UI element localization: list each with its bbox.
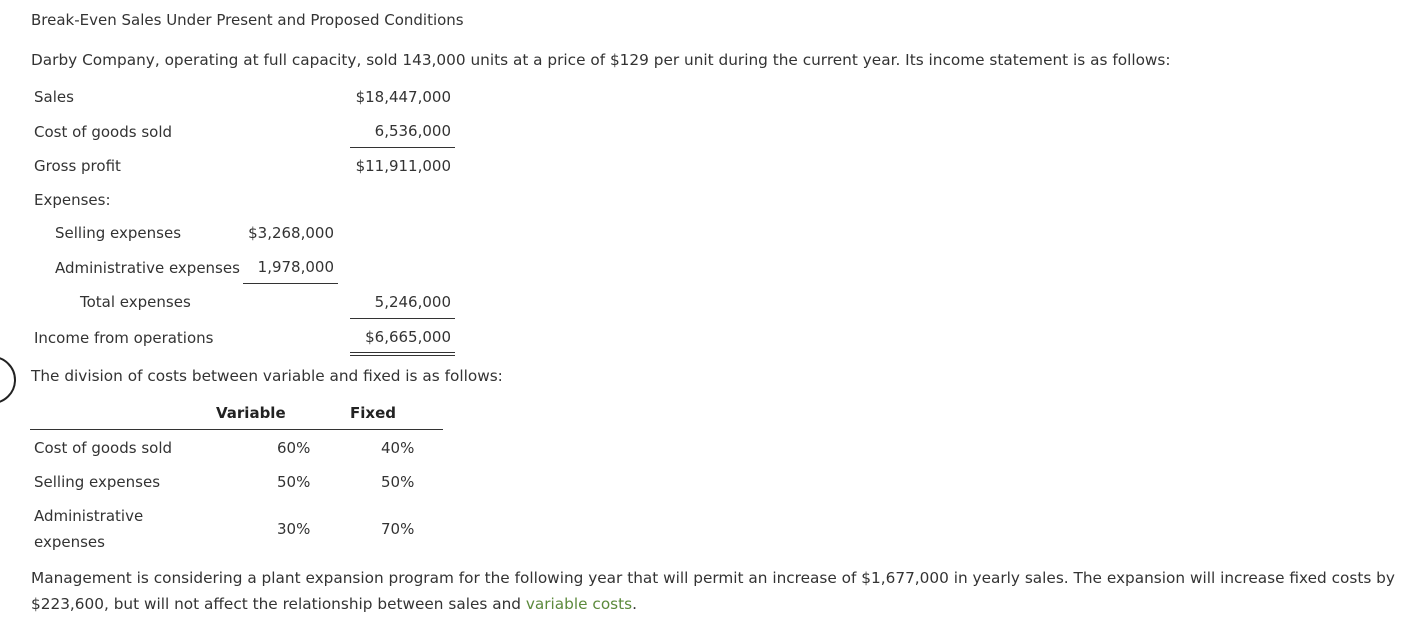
sales-value: $18,447,000 xyxy=(355,88,451,106)
row-admin-variable: 30% xyxy=(277,520,311,538)
row-cogs-label: Cost of goods sold xyxy=(34,439,173,457)
income-from-operations-value: $6,665,000 xyxy=(365,328,451,346)
row-selling-label: Selling expenses xyxy=(34,473,161,491)
closing-line-1: Management is considering a plant expansion program for the following year that will permit an increase of $1,677,000 in yearly sales. The expansion will increase fixed costs by xyxy=(31,569,1395,587)
row-admin-fixed: 70% xyxy=(381,520,415,538)
header-variable: Variable xyxy=(216,404,286,422)
gross-profit-label: Gross profit xyxy=(34,157,121,175)
selling-expenses-label: Selling expenses xyxy=(55,224,182,242)
cogs-value: 6,536,000 xyxy=(374,122,451,140)
row-admin-label-line2: expenses xyxy=(34,533,105,551)
total-expenses-label: Total expenses xyxy=(80,293,191,311)
cogs-underline xyxy=(350,147,455,148)
closing-line-2-prefix: $223,600, but will not affect the relationship between sales and xyxy=(31,595,526,613)
row-cogs-fixed: 40% xyxy=(381,439,415,457)
admin-expenses-value: 1,978,000 xyxy=(257,258,334,276)
gross-profit-value: $11,911,000 xyxy=(355,157,451,175)
row-cogs-variable: 60% xyxy=(277,439,311,457)
income-from-operations-label: Income from operations xyxy=(34,329,214,347)
selling-expenses-value: $3,268,000 xyxy=(248,224,334,242)
header-underline xyxy=(30,429,443,430)
division-intro: The division of costs between variable and fixed is as follows: xyxy=(31,367,503,385)
total-underline xyxy=(350,318,455,319)
intro-paragraph: Darby Company, operating at full capacity, sold 143,000 units at a price of $129 per unit during the current year. Its income statement is as follows: xyxy=(31,51,1171,69)
closing-line-2-suffix: . xyxy=(632,595,637,613)
row-selling-variable: 50% xyxy=(277,473,311,491)
variable-costs-link[interactable]: variable costs xyxy=(525,595,633,613)
cogs-label: Cost of goods sold xyxy=(34,123,173,141)
expenses-label: Expenses: xyxy=(34,191,111,209)
header-fixed: Fixed xyxy=(350,404,396,422)
page-title: Break-Even Sales Under Present and Proposed Conditions xyxy=(31,11,464,29)
side-circle-marker xyxy=(0,356,16,404)
sales-label: Sales xyxy=(34,88,74,106)
closing-line-2 xyxy=(31,595,637,613)
admin-expenses-label: Administrative expenses xyxy=(55,259,240,277)
admin-underline xyxy=(243,283,338,284)
row-selling-fixed: 50% xyxy=(381,473,415,491)
income-double-underline-top xyxy=(350,352,455,353)
total-expenses-value: 5,246,000 xyxy=(374,293,451,311)
row-admin-label-line1: Administrative xyxy=(34,507,144,525)
income-double-underline-bottom xyxy=(350,355,455,356)
